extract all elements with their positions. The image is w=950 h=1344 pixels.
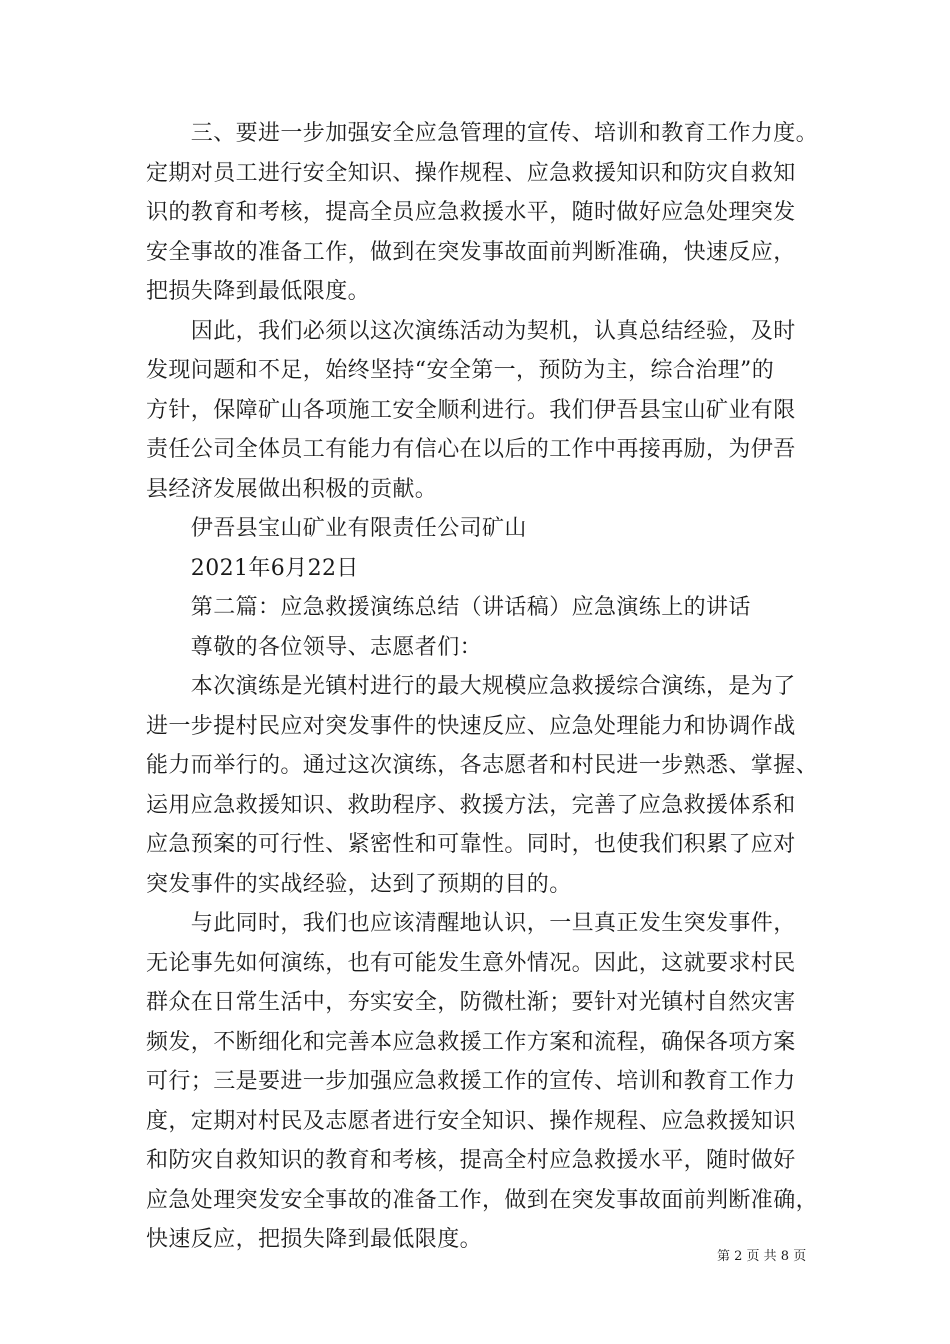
text-line: 无论事先如何演练，也有可能发生意外情况。因此，这就要求村民 [146, 951, 796, 976]
text-line: 县经济发展做出积极的贡献。 [146, 477, 438, 502]
text-line: 能力而举行的。通过这次演练，各志愿者和村民进一步熟悉、掌握、 [146, 753, 819, 778]
text-line: 定期对员工进行安全知识、操作规程、应急救援知识和防灾自救知 [146, 161, 796, 186]
text-line: 把损失降到最低限度。 [146, 279, 371, 304]
text-line: 三、要进一步加强安全应急管理的宣传、培训和教育工作力度。 [146, 121, 819, 146]
text-line: 群众在日常生活中，夯实安全，防微杜渐；要针对光镇村自然灾害 [146, 990, 796, 1015]
text-line: 安全事故的准备工作，做到在突发事故面前判断准确，快速反应， [146, 240, 796, 265]
text-line: 运用应急救援知识、救助程序、救援方法，完善了应急救援体系和 [146, 793, 796, 818]
date-line: 2021年6月22日 [146, 556, 359, 581]
text-line: 发现问题和不足，始终坚持“安全第一，预防为主，综合治理”的 [146, 358, 775, 383]
text-line: 识的教育和考核，提高全员应急救援水平，随时做好应急处理突发 [146, 200, 796, 225]
text-line: 方针，保障矿山各项施工安全顺利进行。我们伊吾县宝山矿业有限 [146, 398, 796, 423]
text-line: 度，定期对村民及志愿者进行安全知识、操作规程、应急救援知识 [146, 1109, 796, 1134]
text-line: 突发事件的实战经验，达到了预期的目的。 [146, 872, 572, 897]
salutation: 尊敬的各位领导、志愿者们： [146, 635, 483, 660]
text-line: 应急处理突发安全事故的准备工作，做到在突发事故面前判断准确， [146, 1188, 819, 1213]
text-line: 可行；三是要进一步加强应急救援工作的宣传、培训和教育工作力 [146, 1069, 796, 1094]
text-line: 与此同时，我们也应该清醒地认识，一旦真正发生突发事件， [146, 911, 796, 936]
text-line: 因此，我们必须以这次演练活动为契机，认真总结经验，及时 [146, 319, 796, 344]
section-heading: 第二篇：应急救援演练总结（讲话稿）应急演练上的讲话 [146, 595, 751, 620]
text-line: 应急预案的可行性、紧密性和可靠性。同时，也使我们积累了应对 [146, 832, 796, 857]
text-line: 和防灾自救知识的教育和考核，提高全村应急救援水平，随时做好 [146, 1148, 796, 1173]
text-line: 频发，不断细化和完善本应急救援工作方案和流程，确保各项方案 [146, 1030, 796, 1055]
page-footer: 第 2 页 共 8 页 [717, 1249, 807, 1264]
text-line: 进一步提村民应对突发事件的快速反应、应急处理能力和协调作战 [146, 714, 796, 739]
text-line: 本次演练是光镇村进行的最大规模应急救援综合演练，是为了 [146, 674, 796, 699]
text-line: 责任公司全体员工有能力有信心在以后的工作中再接再励，为伊吾 [146, 437, 796, 462]
signature-line: 伊吾县宝山矿业有限责任公司矿山 [146, 516, 527, 541]
text-line: 快速反应，把损失降到最低限度。 [146, 1227, 483, 1252]
